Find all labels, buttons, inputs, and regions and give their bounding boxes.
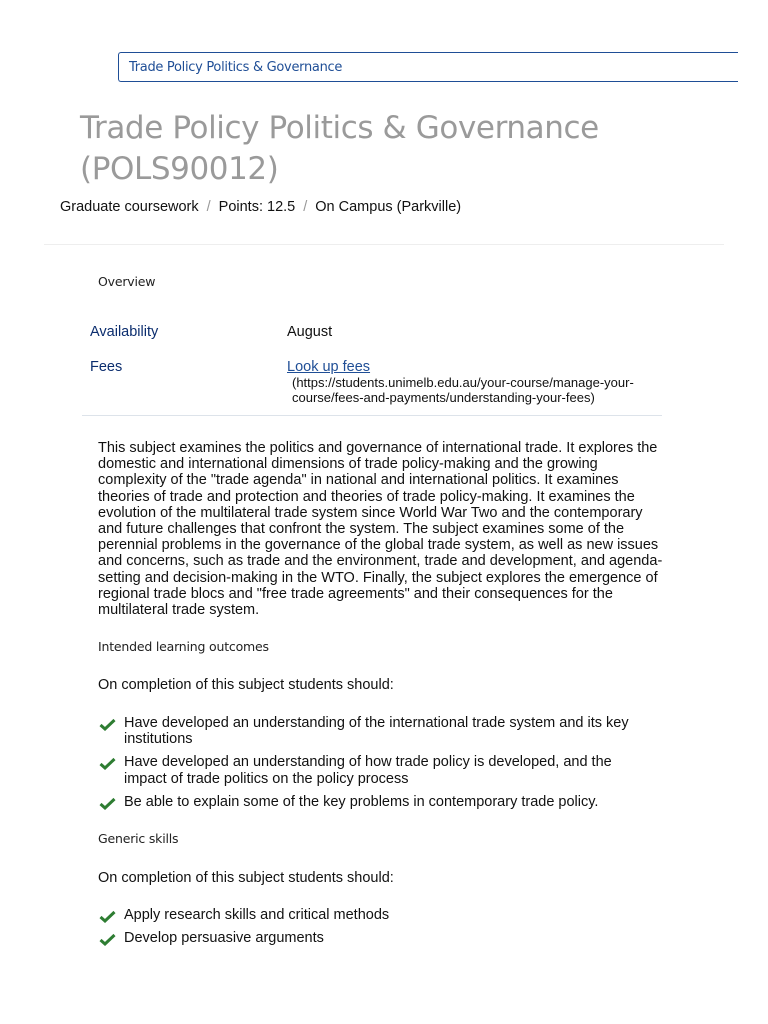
page-title-code: (POLS90012): [80, 151, 279, 187]
meta-separator: /: [206, 199, 211, 215]
skills-intro: On completion of this subject students should:: [98, 870, 394, 886]
check-icon: [99, 757, 116, 770]
page-title-name: Trade Policy Politics & Governance: [80, 110, 599, 146]
list-item-text: Develop persuasive arguments: [124, 930, 324, 947]
look-up-fees-link[interactable]: Look up fees: [287, 359, 371, 375]
fees-label: Fees: [90, 359, 123, 375]
fees-url: [292, 375, 652, 405]
availability-value: August: [287, 324, 333, 340]
check-icon: [99, 797, 116, 810]
divider: [82, 415, 662, 416]
meta-points: Points: 12.5: [218, 199, 296, 215]
availability-label: Availability: [90, 324, 159, 340]
skills-list: [98, 907, 658, 953]
list-item: [98, 754, 658, 786]
meta-campus: On Campus (Parkville): [315, 199, 462, 215]
fees-url-line2: course/fees-and-payments/understanding-your-fees): [292, 390, 595, 405]
overview-heading: Overview: [98, 274, 156, 289]
list-item-text: Be able to explain some of the key problems in contemporary trade policy.: [124, 793, 599, 810]
skills-heading: Generic skills: [98, 831, 179, 846]
outcomes-heading: Intended learning outcomes: [98, 639, 269, 654]
page-title: [80, 108, 700, 190]
meta-level: Graduate coursework: [60, 199, 199, 215]
list-item-text: Have developed an understanding of the international trade system and its key institutions: [124, 715, 629, 748]
list-item: [98, 715, 658, 747]
list-item-text: Have developed an understanding of how trade policy is developed, and the impact of trade politics on the policy process: [124, 754, 612, 787]
subject-description: This subject examines the politics and governance of international trade. It explores the domestic and international dimensions of trade policy-making and the growing complexity of the "trade agenda" in national and international politics. It examines theories of trade and protection and theories of trade policy-making. It examines the evolution of the multilateral trade system since World War Two and the contemporary and future challenges that confront the system. The subject examines some of the perennial problems in the governance of the global trade system, as well as new issues and concerns, such as trade and the environment, trade and development, and agenda-setting and decision-making in the WTO. Finally, the subject explores the emergence of regional trade blocs and "free trade agreements" and their consequences for the multilateral trade system.: [98, 440, 663, 619]
list-item: [98, 794, 658, 810]
list-item: [98, 930, 658, 946]
check-icon: [99, 910, 116, 923]
breadcrumb-link[interactable]: Trade Policy Politics & Governance: [129, 60, 343, 75]
list-item: [98, 907, 658, 923]
outcomes-list: [98, 715, 658, 817]
check-icon: [99, 718, 116, 731]
check-icon: [99, 933, 116, 946]
subject-meta: [60, 199, 461, 215]
fees-value: [287, 359, 370, 375]
breadcrumb: [118, 52, 738, 82]
meta-separator: /: [303, 199, 308, 215]
outcomes-intro: On completion of this subject students should:: [98, 677, 394, 693]
list-item-text: Apply research skills and critical methods: [124, 907, 390, 923]
divider: [44, 244, 724, 245]
fees-url-line1: (https://students.unimelb.edu.au/your-course/manage-your-: [292, 375, 634, 390]
